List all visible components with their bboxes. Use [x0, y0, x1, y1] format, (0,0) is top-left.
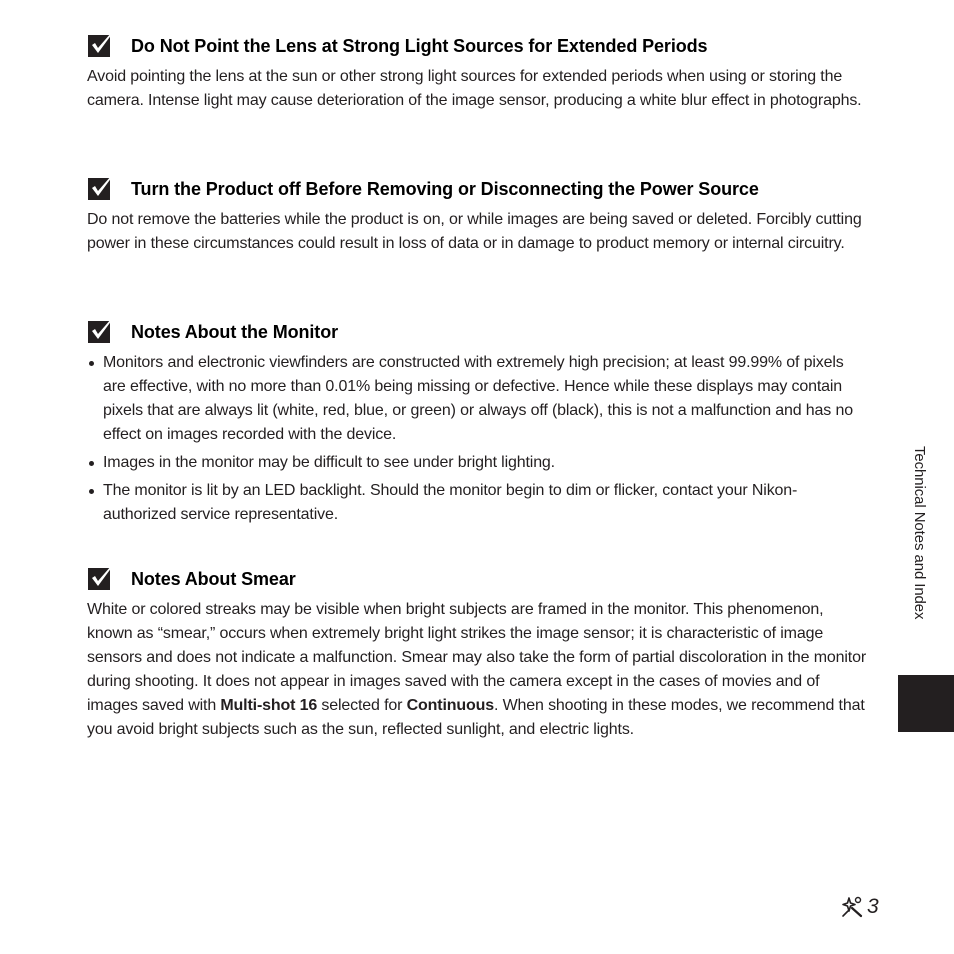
- section-paragraph: Do not remove the batteries while the product is on, or while images are being saved or deleted. Forcibly cutting power in these circumstances could result in loss of data or in damage to product memory or internal circuitry.: [87, 211, 862, 252]
- section-heading: [87, 317, 869, 347]
- list-item: Images in the monitor may be difficult to see under bright lighting.: [87, 451, 869, 475]
- side-tab-marker: [898, 675, 954, 732]
- heading-text: Do Not Point the Lens at Strong Light Sources for Extended Periods: [131, 35, 708, 56]
- bullet-list: [87, 351, 869, 527]
- page-number: [840, 893, 879, 921]
- section-heading: [87, 564, 869, 594]
- list-item: The monitor is lit by an LED backlight. Should the monitor begin to dim or flicker, contact your Nikon-authorized service representative.: [87, 479, 869, 527]
- section-heading: [87, 174, 869, 204]
- heading-text: Notes About the Monitor: [131, 321, 339, 342]
- side-tab-label: Technical Notes and Index: [911, 446, 928, 620]
- heading-text: Turn the Product off Before Removing or Disconnecting the Power Source: [131, 178, 759, 199]
- checkmark-box-icon: [87, 33, 113, 59]
- section-smear: [87, 564, 869, 742]
- section-power-source: [87, 174, 869, 256]
- page-number-text: 3: [867, 895, 879, 918]
- section-heading: [87, 31, 869, 61]
- section-monitor: [87, 317, 869, 531]
- heading-text: Notes About Smear: [131, 568, 296, 589]
- list-item: Monitors and electronic viewfinders are constructed with extremely high precision; at least 99.99% of pixels are effective, with no more than 0.01% being missing or defective. Hence while these displays may contain pixels that are always lit (white, red, blue, or green) or always off (black), this is not a malfunction and has no effect on images recorded with the device.: [87, 351, 869, 447]
- bold-term-continuous: Continuous: [406, 697, 494, 714]
- paragraph-text: White or colored streaks may be visible when bright subjects are framed in the monitor. This phenomenon, known as “smear,” occurs when extremely bright light strikes the image sensor; it is characteristic of image sensors and does not indicate a malfunction. Smear may also take the form of partial discoloration in the monitor during shooting. It does not appear in images saved with the camera except in the cases of movies and of images saved with: [87, 601, 867, 714]
- checkmark-box-icon: [87, 319, 113, 345]
- section-lens-light: [87, 31, 869, 113]
- paragraph-text: . When shooting in these modes, we recommend that you avoid bright subjects such as the sun, reflected sunlight, and electric lights.: [87, 697, 865, 738]
- section-paragraph: Avoid pointing the lens at the sun or other strong light sources for extended periods when using or storing the camera. Intense light may cause deterioration of the image sensor, producing a white blur effect in photographs.: [87, 68, 862, 109]
- section-paragraph: [87, 598, 869, 742]
- checkmark-box-icon: [87, 176, 113, 202]
- bold-term-multishot: Multi-shot 16: [220, 697, 318, 714]
- checkmark-box-icon: [87, 566, 113, 592]
- sparkle-wrench-icon: [840, 894, 866, 920]
- paragraph-text: selected for: [317, 697, 407, 714]
